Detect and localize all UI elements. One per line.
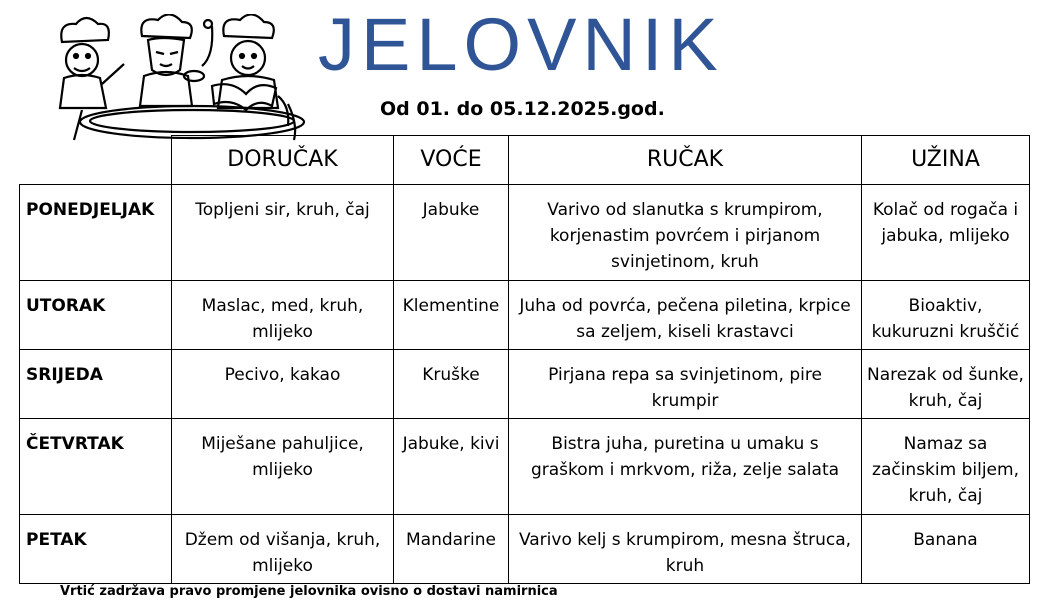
uzina-cell: Namaz sa začinskim biljem, kruh, čaj	[862, 419, 1030, 515]
col-header-rucak: RUČAK	[509, 136, 862, 185]
voce-cell: Klementine	[394, 281, 509, 350]
uzina-cell: Bioaktiv, kukuruzni kruščić	[862, 281, 1030, 350]
voce-cell: Kruške	[394, 350, 509, 419]
dorucak-cell: Topljeni sir, kruh, čaj	[172, 185, 394, 281]
voce-cell: Jabuke, kivi	[394, 419, 509, 515]
dorucak-cell: Pecivo, kakao	[172, 350, 394, 419]
table-row	[20, 185, 1030, 281]
chefs-cooking-illustration	[52, 14, 312, 142]
page-title: JELOVNIK	[318, 3, 724, 86]
uzina-cell: Narezak od šunke, kruh, čaj	[862, 350, 1030, 419]
rucak-cell: Bistra juha, puretina u umaku s graškom i mrkvom, riža, zelje salata	[509, 419, 862, 515]
table-row	[20, 281, 1030, 350]
day-label: PONEDJELJAK	[20, 185, 172, 281]
rucak-cell: Juha od povrća, pečena piletina, krpice sa zeljem, kiseli krastavci	[509, 281, 862, 350]
voce-cell: Jabuke	[394, 185, 509, 281]
menu-table	[19, 135, 1030, 584]
table-row	[20, 350, 1030, 419]
day-label: ČETVRTAK	[20, 419, 172, 515]
dorucak-cell: Miješane pahuljice, mlijeko	[172, 419, 394, 515]
uzina-cell: Kolač od rogača i jabuka, mlijeko	[862, 185, 1030, 281]
menu-header-row	[20, 136, 1030, 185]
voce-cell: Mandarine	[394, 515, 509, 584]
col-header-dorucak: DORUČAK	[172, 136, 394, 185]
rucak-cell: Varivo kelj s krumpirom, mesna štruca, kruh	[509, 515, 862, 584]
uzina-cell: Banana	[862, 515, 1030, 584]
rucak-cell: Pirjana repa sa svinjetinom, pire krumpir	[509, 350, 862, 419]
day-label: UTORAK	[20, 281, 172, 350]
dorucak-cell: Maslac, med, kruh, mlijeko	[172, 281, 394, 350]
menu-period: Od 01. do 05.12.2025.god.	[380, 98, 665, 120]
dorucak-cell: Džem od višanja, kruh, mlijeko	[172, 515, 394, 584]
col-header-voce: VOĆE	[394, 136, 509, 185]
day-label: PETAK	[20, 515, 172, 584]
corner-cell	[20, 136, 172, 185]
table-row	[20, 419, 1030, 515]
rucak-cell: Varivo od slanutka s krumpirom, korjenastim povrćem i pirjanom svinjetinom, kruh	[509, 185, 862, 281]
table-row	[20, 515, 1030, 584]
footer-note: Vrtić zadržava pravo promjene jelovnika ovisno o dostavi namirnica	[60, 584, 558, 599]
col-header-uzina: UŽINA	[862, 136, 1030, 185]
day-label: SRIJEDA	[20, 350, 172, 419]
